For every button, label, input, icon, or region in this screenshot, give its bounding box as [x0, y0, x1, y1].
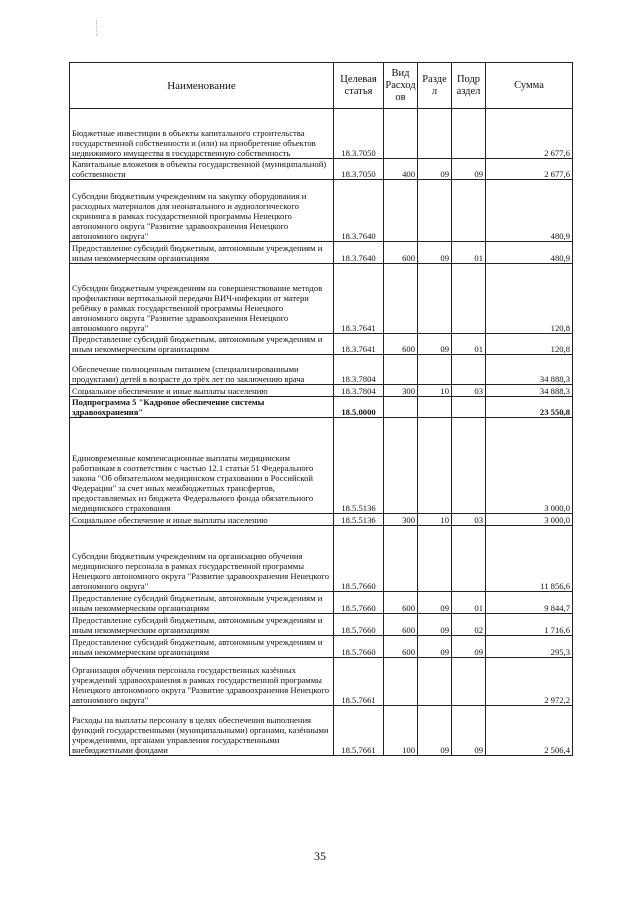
table-row: [70, 264, 573, 334]
row-subsection: 09: [452, 706, 486, 756]
row-type: [384, 418, 418, 514]
row-subsection: 01: [452, 592, 486, 614]
row-sum: 34 888,3: [486, 385, 573, 397]
table-row: [70, 526, 573, 592]
table-row: [70, 614, 573, 636]
row-type: 600: [384, 334, 418, 355]
row-name: Бюджетные инвестиции в объекты капитального строительства государственной собственности и (или) на приобретение объектов недвижимого имущества в государственную собственность: [70, 109, 334, 159]
row-name: Единовременные компенсационные выплаты медицинским работникам в соответствии с частью 12.1 статьи 51 Федерального закона "Об обязательном медицинском страховании в Российской Федерации" за счет иных межбюджетных трансфертов, предоставляемых из бюджета Федерального фонда обязательного медицинского страхования: [70, 418, 334, 514]
row-subsection: [452, 264, 486, 334]
row-target: 18.5.5136: [334, 418, 384, 514]
row-name: Предоставление субсидий бюджетным, автономным учреждениям и иным некоммерческим организациям: [70, 636, 334, 658]
row-subsection: [452, 109, 486, 159]
header-subsection: Подр аздел: [452, 63, 486, 109]
row-subsection: 09: [452, 636, 486, 658]
row-sum: 11 856,6: [486, 526, 573, 592]
row-name: Предоставление субсидий бюджетным, автономным учреждениям и иным некоммерческим организациям: [70, 614, 334, 636]
row-section: [418, 658, 452, 706]
row-type: 600: [384, 242, 418, 264]
row-section: [418, 355, 452, 385]
row-type: 600: [384, 592, 418, 614]
row-type: 300: [384, 385, 418, 397]
row-name: Субсидии бюджетным учреждениям на закупку оборудования и расходных материалов для неонатального и аудиологического скрининга в рамках государственной программы Ненецкого автономного округа "Развитие здравоохранения Ненецкого автономного округа": [70, 180, 334, 242]
row-target: 18.3.7640: [334, 180, 384, 242]
row-sum: 120,8: [486, 334, 573, 355]
row-sum: 2 677,6: [486, 109, 573, 159]
row-section: 09: [418, 334, 452, 355]
row-type: [384, 658, 418, 706]
table-row: [70, 706, 573, 756]
page-number: 35: [314, 849, 326, 863]
row-name: Капитальные вложения в объекты государственной (муниципальной) собственности: [70, 159, 334, 180]
row-name: Предоставление субсидий бюджетным, автономным учреждениям и иным некоммерческим организациям: [70, 592, 334, 614]
row-section: [418, 397, 452, 418]
row-target: 18.3.7050: [334, 159, 384, 180]
row-section: 10: [418, 514, 452, 526]
row-section: 09: [418, 614, 452, 636]
row-sum: 23 550,8: [486, 397, 573, 418]
row-subsection: [452, 397, 486, 418]
row-target: 18.3.7050: [334, 109, 384, 159]
table-header-row: [70, 63, 573, 109]
row-sum: 120,8: [486, 264, 573, 334]
table-row: [70, 242, 573, 264]
row-sum: 34 888,3: [486, 355, 573, 385]
row-target: 18.3.7641: [334, 264, 384, 334]
row-section: [418, 526, 452, 592]
row-target: 18.5.7661: [334, 706, 384, 756]
row-subsection: 03: [452, 385, 486, 397]
row-name: Социальное обеспечение и иные выплаты населению: [70, 514, 334, 526]
row-type: 400: [384, 159, 418, 180]
table-row: [70, 397, 573, 418]
row-section: [418, 109, 452, 159]
row-type: 300: [384, 514, 418, 526]
row-sum: 2 972,2: [486, 658, 573, 706]
row-name: Социальное обеспечение и иные выплаты населению: [70, 385, 334, 397]
row-name: Организация обучения персонала государственных казённых учреждений здравоохранения в рамках государственной программы Ненецкого автономного округа "Развитие здравоохранения Ненецкого автономного округа": [70, 658, 334, 706]
row-section: 09: [418, 636, 452, 658]
row-type: [384, 526, 418, 592]
budget-table: [69, 62, 573, 756]
row-type: [384, 180, 418, 242]
header-type: Вид Расход ов: [384, 63, 418, 109]
row-sum: 480,9: [486, 180, 573, 242]
table-row: [70, 109, 573, 159]
table-row: [70, 592, 573, 614]
row-sum: 3 000,0: [486, 418, 573, 514]
row-type: 600: [384, 614, 418, 636]
row-subsection: [452, 355, 486, 385]
row-type: 600: [384, 636, 418, 658]
row-name: Субсидии бюджетным учреждениям на совершенствование методов профилактики вертикальной передачи ВИЧ-инфекции от матери ребёнку в рамках государственной программы Ненецкого автономного округа "Развитие здравоохранения Ненецкого автономного округа": [70, 264, 334, 334]
row-target: 18.5.0000: [334, 397, 384, 418]
row-section: 09: [418, 592, 452, 614]
row-name: Подпрограмма 5 "Кадровое обеспечение системы здравоохранения": [70, 397, 334, 418]
row-target: 18.5.7660: [334, 636, 384, 658]
row-section: [418, 418, 452, 514]
header-sum: Сумма: [486, 63, 573, 109]
scan-margin-mark: [96, 20, 98, 36]
row-subsection: 01: [452, 334, 486, 355]
row-section: 09: [418, 706, 452, 756]
row-subsection: [452, 526, 486, 592]
row-type: [384, 109, 418, 159]
table-row: [70, 355, 573, 385]
row-name: Предоставление субсидий бюджетным, автономным учреждениям и иным некоммерческим организациям: [70, 334, 334, 355]
row-target: 18.5.7660: [334, 592, 384, 614]
row-type: [384, 397, 418, 418]
table-row: [70, 636, 573, 658]
row-section: [418, 264, 452, 334]
header-target: Целевая статья: [334, 63, 384, 109]
row-name: Предоставление субсидий бюджетным, автономным учреждениям и иным некоммерческим организациям: [70, 242, 334, 264]
row-type: 100: [384, 706, 418, 756]
row-section: 09: [418, 242, 452, 264]
table-row: [70, 658, 573, 706]
row-sum: 2 506,4: [486, 706, 573, 756]
header-section: Разде л: [418, 63, 452, 109]
table-row: [70, 159, 573, 180]
row-type: [384, 264, 418, 334]
row-section: 09: [418, 159, 452, 180]
row-subsection: 03: [452, 514, 486, 526]
row-type: [384, 355, 418, 385]
row-target: 18.3.7641: [334, 334, 384, 355]
row-sum: 3 000,0: [486, 514, 573, 526]
row-target: 18.3.7804: [334, 385, 384, 397]
table-row: [70, 334, 573, 355]
header-name: Наименование: [70, 63, 334, 109]
row-target: 18.3.7804: [334, 355, 384, 385]
row-subsection: [452, 180, 486, 242]
table-row: [70, 418, 573, 514]
row-sum: 9 844,7: [486, 592, 573, 614]
table-row: [70, 385, 573, 397]
row-name: Обеспечение полноценным питанием (специализированными продуктами) детей в возрасте до трёх лет по заключению врача: [70, 355, 334, 385]
table-row: [70, 180, 573, 242]
row-section: 10: [418, 385, 452, 397]
row-sum: 2 677,6: [486, 159, 573, 180]
row-target: 18.5.7660: [334, 526, 384, 592]
row-subsection: 09: [452, 159, 486, 180]
row-sum: 480,9: [486, 242, 573, 264]
row-name: Расходы на выплаты персоналу в целях обеспечения выполнения функций государственными (муниципальными) органами, казёнными учреждениями, органами управления государственными внебюджетными фондами: [70, 706, 334, 756]
row-subsection: 02: [452, 614, 486, 636]
table-row: [70, 514, 573, 526]
row-subsection: [452, 418, 486, 514]
row-target: 18.3.7640: [334, 242, 384, 264]
row-target: 18.5.5136: [334, 514, 384, 526]
row-subsection: [452, 658, 486, 706]
row-section: [418, 180, 452, 242]
row-sum: 295,3: [486, 636, 573, 658]
row-target: 18.5.7661: [334, 658, 384, 706]
row-subsection: 01: [452, 242, 486, 264]
row-target: 18.5.7660: [334, 614, 384, 636]
row-name: Субсидии бюджетным учреждениям на организацию обучения медицинского персонала в рамках государственной программы Ненецкого автономного округа "Развитие здравоохранения Ненецкого автономного округа": [70, 526, 334, 592]
row-sum: 1 716,6: [486, 614, 573, 636]
